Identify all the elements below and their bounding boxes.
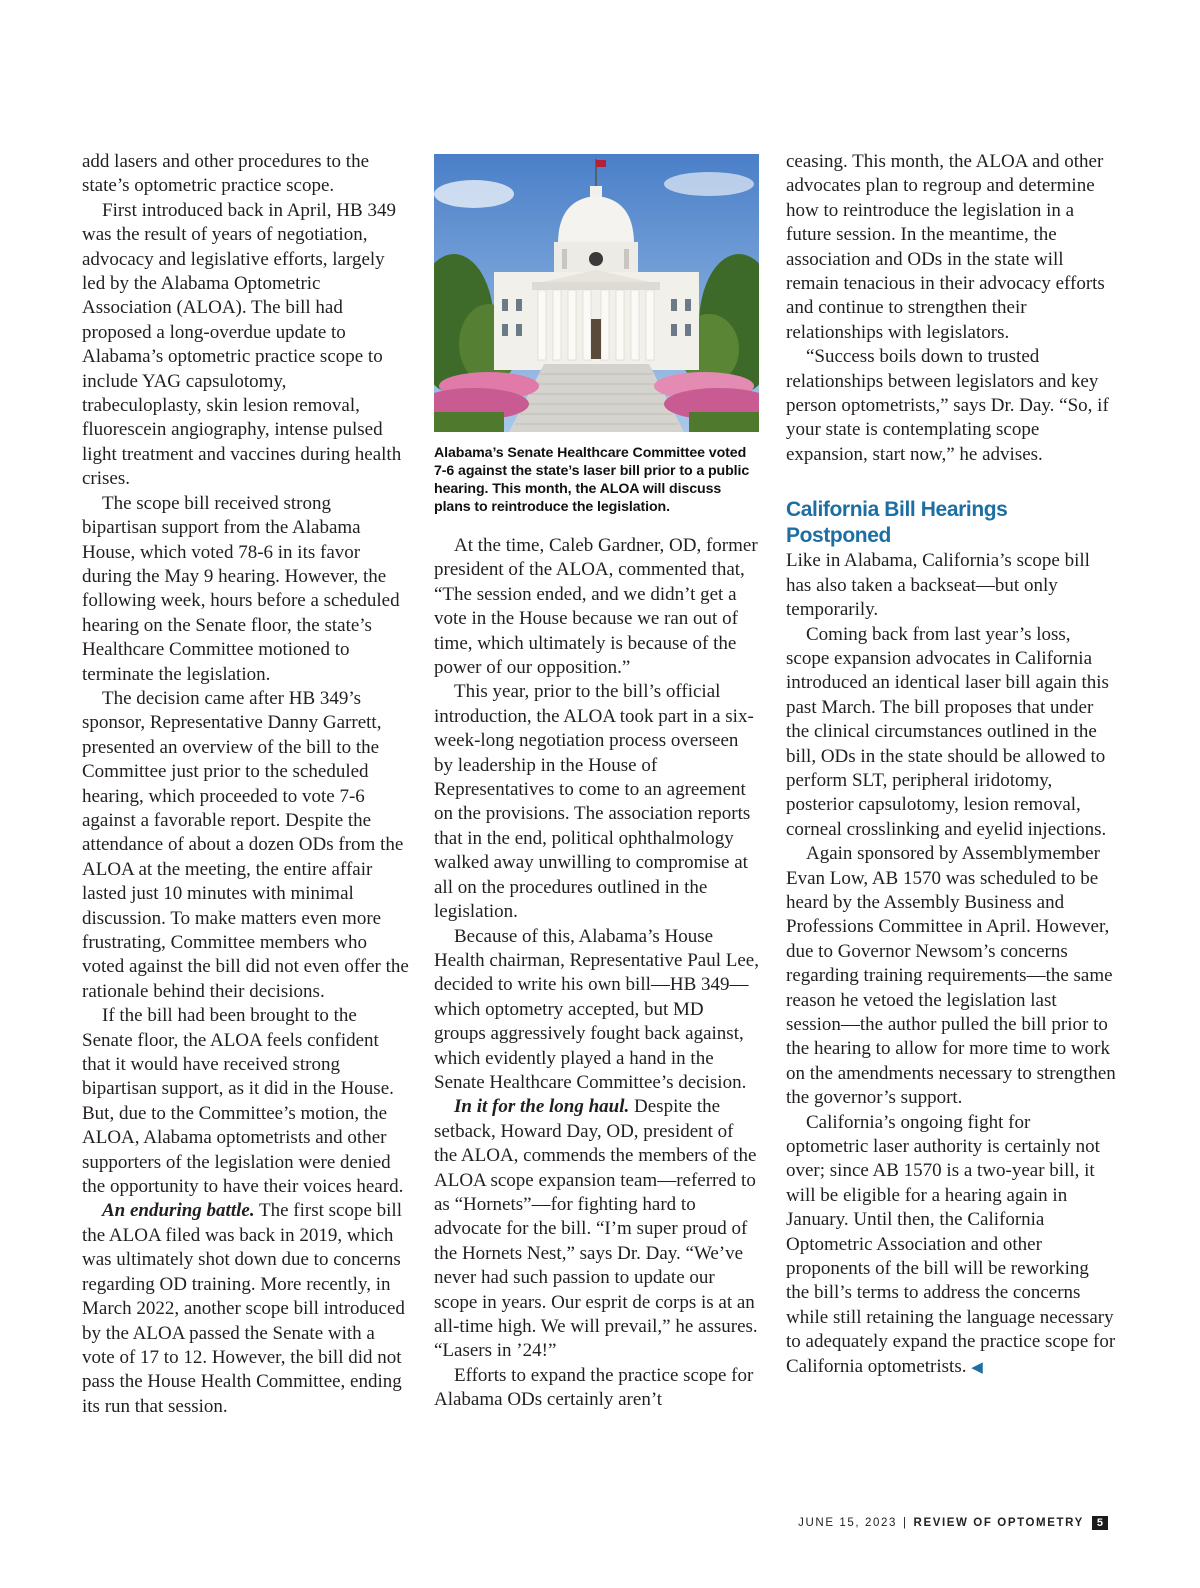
paragraph: The scope bill received strong bipartisan support from the Alabama House, which voted 78-6 in its favor during the May 9 hearing. However, the following week, hours before a scheduled hearing on the Senate floor, the state’s Healthcare Committee motioned to terminate the legislation. xyxy=(82,492,400,685)
paragraph-text: California’s ongoing fight for optometric laser authority is certainly not over; since AB 1570 is a two-year bill, it will be eligible for a hearing again in January. Until then, the California Optometric Association and other proponents of the bill will be reworking the bill’s terms to address the concerns while still retaining the language necessary to adequately expand the practice scope for California optometrists. xyxy=(786,1111,1116,1377)
paragraph: Again sponsored by Assemblymember Evan Low, AB 1570 was scheduled to be heard by the Assembly Business and Professions Committee in April. However, due to Governor Newsom’s concerns regarding training requirements—the same reason he vetoed the legislation last session—the author pulled the bill prior to the hearing to allow for more time to work on the amendments necessary to strengthen the governor’s support. xyxy=(786,843,1116,1109)
publication-name: REVIEW OF OPTOMETRY xyxy=(913,1517,1084,1529)
article-column-2 xyxy=(434,150,760,1413)
paragraph xyxy=(434,1095,760,1363)
photo-caption: Alabama’s Senate Healthcare Committee voted 7-6 against the state’s laser bill prior to a public hearing. This month, the ALOA will discuss plans to reintroduce the legislation. xyxy=(434,445,750,515)
run-in-heading: An enduring battle. xyxy=(102,1200,255,1222)
paragraph xyxy=(786,1111,1116,1380)
paragraph: Efforts to expand the practice scope for Alabama ODs certainly aren’t xyxy=(434,1364,754,1411)
paragraph: Because of this, Alabama’s House Health chairman, Representative Paul Lee, decided to write his own bill—HB 349—which optometry accepted, but MD groups aggressively fought back against, which evidently played a hand in the Senate Healthcare Committee’s decision. xyxy=(434,925,759,1093)
paragraph xyxy=(82,1199,410,1419)
paragraph-text: The first scope bill the ALOA filed was back in 2019, which was ultimately shot down due to concerns regarding OD training. More recently, in March 2022, another scope bill introduced by the ALOA passed the Senate with a vote of 17 to 12. However, the bill did not pass the House Health Committee, ending its run that session. xyxy=(82,1200,405,1417)
run-in-heading: In it for the long haul. xyxy=(454,1096,630,1118)
paragraph: ceasing. This month, the ALOA and other advocates plan to regroup and determine how to reintroduce the legislation in a future session. In the meantime, the association and ODs in the state will remain tenacious in their advocacy efforts and continue to strengthen their relationships with legislators. xyxy=(786,151,1105,343)
paragraph: First introduced back in April, HB 349 was the result of years of negotiation, advocacy and legislative efforts, largely led by the Alabama Optometric Association (ALOA). The bill had proposed a long-overdue update to Alabama’s optometric practice scope to include YAG capsulotomy, trabeculoplasty, skin lesion removal, fluorescein angiography, intense pulsed light treatment and vaccines during health crises. xyxy=(82,199,402,490)
paragraph: At the time, Caleb Gardner, OD, former president of the ALOA, commented that, “The session ended, and we didn’t get a vote in the House because we ran out of time, which ultimately is because of the power of our opposition.” xyxy=(434,535,758,679)
page-number: 5 xyxy=(1092,1516,1108,1530)
capitol-illustration xyxy=(434,154,759,432)
paragraph: If the bill had been brought to the Senate floor, the ALOA feels confident that it would have received strong bipartisan support, as it did in the House. But, due to the Committee’s motion, the ALOA, Alabama optometrists and other supporters of the legislation were denied the opportunity to have their voices heard. xyxy=(82,1005,404,1198)
footer-separator: | xyxy=(902,1517,908,1529)
paragraph: This year, prior to the bill’s official introduction, the ALOA took part in a six-week-long negotiation process overseen by leadership in the House of Representatives to come to an agreement on the provisions. The association reports that in the end, political ophthalmology walked away unwilling to compromise at all on the procedures outlined in the legislation. xyxy=(434,681,754,923)
paragraph: The decision came after HB 349’s sponsor, Representative Danny Garrett, presented an overview of the bill to the Committee just prior to the scheduled hearing, which proceeded to vote 7-6 against a favorable report. Despite the attendance of about a dozen ODs from the ALOA at the meeting, the entire affair lasted just 10 minutes with minimal discussion. To make matters even more frustrating, Committee members who voted against the bill did not even offer the rationale behind their decisions. xyxy=(82,687,409,1002)
page-footer xyxy=(798,1516,1108,1530)
section-heading: California Bill Hearings Postponed xyxy=(786,498,1008,548)
paragraph: “Success boils down to trusted relationships between legislators and key person optometrists,” says Dr. Day. “So, if your state is contemplating scope expansion, start now,” he advises. xyxy=(786,346,1109,465)
paragraph-text: Despite the setback, Howard Day, OD, president of the ALOA, commends the members of the ALOA scope expansion team—referred to as “Hornets”—for fighting hard to advocate for the bill. “I’m super proud of the Hornets Nest,” says Dr. Day. “We’ve never had such passion to update our scope in years. Our esprit de corps is at an all-time high. We will prevail,” he assures. “Lasers in ’24!” xyxy=(434,1096,758,1362)
article-column-1 xyxy=(82,150,410,1419)
paragraph: Coming back from last year’s loss, scope expansion advocates in California introduced an identical laser bill again this past March. The bill proposes that under the clinical circumstances outlined in the bill, ODs in the state should be allowed to perform SLT, peripheral iridotomy, posterior capsulotomy, lesion removal, corneal crosslinking and eyelid injections. xyxy=(786,623,1109,840)
issue-date: JUNE 15, 2023 xyxy=(798,1517,897,1529)
article-column-3 xyxy=(786,150,1116,1380)
end-of-article-icon: ◀ xyxy=(971,1359,983,1376)
capitol-building-photo xyxy=(434,154,759,432)
paragraph: add lasers and other procedures to the state’s optometric practice scope. xyxy=(82,151,370,197)
paragraph: Like in Alabama, California’s scope bill has also taken a backseat—but only temporarily. xyxy=(786,550,1090,621)
